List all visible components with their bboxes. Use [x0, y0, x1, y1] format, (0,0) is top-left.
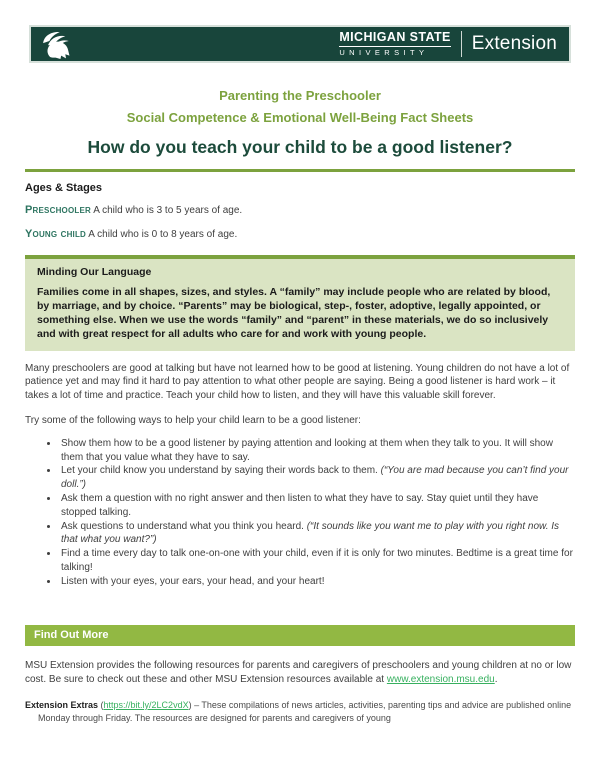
- spartan-helmet-icon: [39, 29, 75, 60]
- tips-list: [47, 437, 575, 589]
- text-segment: ) – These compilations of news articles, activities, parenting tips and advice are published online Monday through Friday. The resources are designed for parents and caregivers of young: [38, 699, 572, 723]
- tip-item: [59, 464, 575, 492]
- age-definition: A child who is 3 to 5 years of age.: [91, 205, 243, 217]
- intro-paragraph: Many preschoolers are good at talking but have not learned how to be good at listening. Young children do not have a lot of patience yet and may find it hard to pay attention to what other people are saying. Being a good listener is hard work – it takes a lot of time and practice. Teach your child how to listen, and they will have this valuable skill forever.: [25, 362, 570, 402]
- find-out-more-bar: Find Out More: [25, 625, 575, 646]
- resources-list: [25, 699, 575, 725]
- wordmark-line1: MICHIGAN STATE: [339, 31, 450, 47]
- tips-lead-paragraph: Try some of the following ways to help your child learn to be a good listener:: [25, 414, 361, 426]
- minding-our-language-box: [25, 255, 575, 351]
- age-stage-item: [25, 227, 575, 242]
- tip-item: [59, 520, 575, 548]
- quote-text: (“You are mad because you can’t find your doll.”): [61, 465, 569, 491]
- age-term: Young child: [25, 227, 87, 240]
- minding-heading: Minding Our Language: [37, 265, 152, 278]
- tip-item: [59, 492, 575, 520]
- header-divider: [461, 31, 462, 57]
- page-title: How do you teach your child to be a good listener?: [87, 137, 513, 158]
- header-brand-group: [339, 31, 557, 57]
- quote-text: (“It sounds like you want me to play with you right now. Is that what you want?”): [61, 520, 560, 546]
- msu-header-bar: [29, 25, 571, 63]
- text-segment: Show them how to be a good listener by paying attention and looking at them when they talk to you. It will show them that you value what they have to say.: [61, 437, 553, 463]
- age-stage-item: [25, 203, 575, 218]
- series-title: Parenting the Preschooler: [219, 88, 381, 103]
- text-segment: Ask them a question with no right answer and then listen to what they have to say. Stay quiet until they have stopped talking.: [61, 492, 539, 518]
- age-term: Preschooler: [25, 204, 91, 217]
- extension-brand: Extension: [471, 33, 557, 54]
- find-out-more-intro: [25, 659, 575, 687]
- tip-item: [59, 575, 575, 589]
- ages-stages-heading: Ages & Stages: [25, 182, 103, 195]
- extension-website-link[interactable]: www.extension.msu.edu: [386, 673, 495, 685]
- ages-stages-list: [25, 203, 575, 242]
- series-subtitle: Social Competence & Emotional Well-Being Fact Sheets: [126, 110, 474, 126]
- text-segment: Extension Extras: [25, 699, 99, 710]
- section-rule: [25, 169, 575, 172]
- wordmark-line2: UNIVERSITY: [339, 48, 429, 58]
- text-segment: Find a time every day to talk one-on-one with your child, even if it is only for two minutes. Bedtime is a great time for talking!: [61, 548, 573, 573]
- tip-item: [59, 547, 575, 575]
- text-segment: (: [98, 699, 104, 710]
- text-segment: Ask questions to understand what you think you heard.: [61, 520, 307, 532]
- minding-body: Families come in all shapes, sizes, and styles. A “family” may include people who are related by blood, by marriage, and by choice. “Parents” may be biological, step-, foster, adoptive, legally appointed, or something else. When we use the words “family” and “parent” in these materials, we do so inclusively and with great respect for all adults who care for and work with young people.: [37, 285, 551, 340]
- tip-item: [59, 437, 575, 465]
- title-block: [25, 85, 575, 159]
- text-segment: Listen with your eyes, your ears, your head, and your heart!: [61, 575, 325, 587]
- text-segment: Let your child know you understand by saying their words back to them.: [61, 465, 381, 477]
- age-definition: A child who is 0 to 8 years of age.: [86, 228, 238, 240]
- text-segment: .: [494, 673, 498, 685]
- resource-link[interactable]: https://bit.ly/2LC2vdX: [103, 699, 189, 710]
- msu-wordmark: [339, 31, 450, 56]
- text-segment: MSU Extension provides the following resources for parents and caregivers of preschoolers and young children at no or low cost. Be sure to check out these and other MSU Extension resources available at: [25, 659, 572, 685]
- resource-item: [25, 699, 575, 725]
